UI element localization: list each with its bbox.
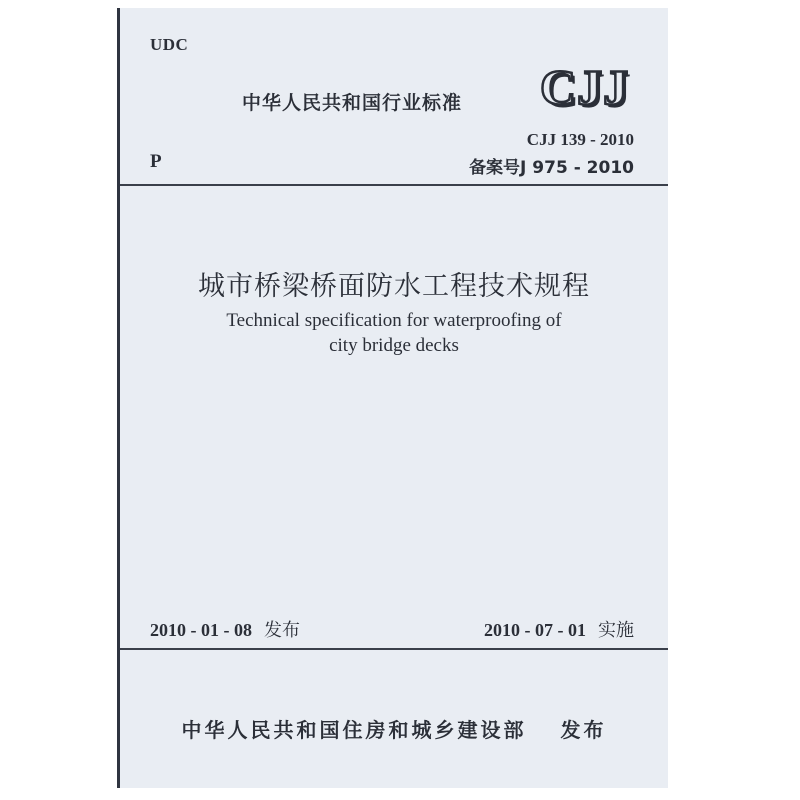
implement-label: 实施 [598, 620, 634, 641]
industry-standard-heading: 中华人民共和国行业标准 [242, 92, 463, 114]
title-english-line1: Technical specification for waterproofing of [226, 310, 562, 331]
bottom-divider [120, 648, 668, 650]
top-divider [120, 184, 668, 186]
publisher-line [120, 714, 668, 743]
classification-label: P [150, 151, 162, 172]
publish-label: 发布 [560, 718, 607, 742]
udc-label: UDC [150, 35, 189, 54]
issue-label: 发布 [264, 620, 300, 641]
cjj-logo: CJJ [540, 59, 630, 115]
implement-date: 2010 - 07 - 01 [484, 620, 586, 640]
record-number: 备案号J 975 - 2010 [469, 158, 634, 178]
implement-date-block [484, 616, 634, 642]
title-chinese: 城市桥梁桥面防水工程技术规程 [198, 271, 590, 302]
title-english [120, 308, 668, 358]
issue-date-block [150, 616, 300, 642]
issue-date: 2010 - 01 - 08 [150, 620, 252, 640]
title-english-line2: city bridge decks [329, 335, 459, 356]
standard-cover [117, 8, 668, 788]
standard-code: CJJ 139 - 2010 [526, 130, 634, 149]
publisher-name: 中华人民共和国住房和城乡建设部 [181, 718, 527, 742]
